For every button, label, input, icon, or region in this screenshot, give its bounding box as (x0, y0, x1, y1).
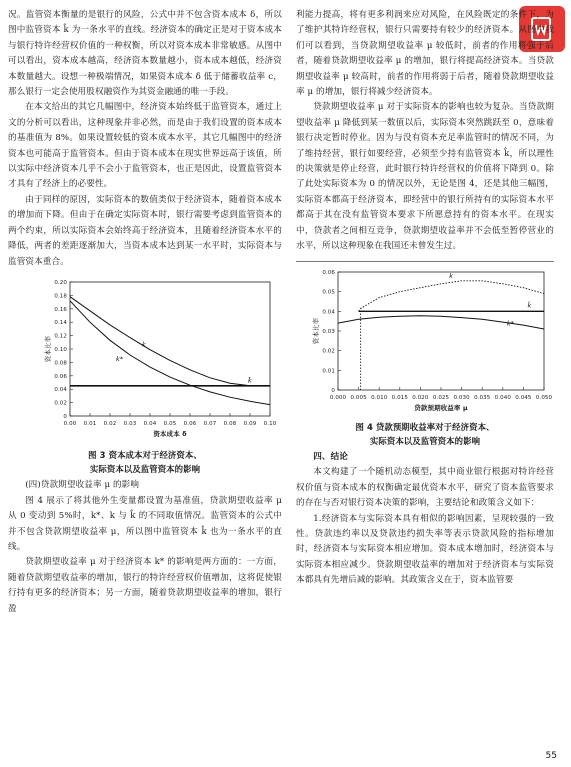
figure-3 (8, 274, 282, 476)
x-tick-label: 0.08 (223, 420, 237, 427)
paragraph: 由于同样的原因，实际资本的数值类似于经济资本，随着资本成本的增加而下降。但由于在确定实际资本时，银行需要考虑到监管资本的两个约束，所以实际资本会始终高于经济资本，且随着经济资本水平的降低，两者的差距逐渐加大，当资本成本达到某一水平时，实际资本与监管资本重合。 (8, 194, 282, 267)
x-tick-label: 0.09 (243, 420, 257, 427)
y-tick-label: 0.06 (54, 373, 67, 380)
y-tick-label: 0.03 (322, 328, 335, 335)
series-line-2 (70, 301, 270, 405)
section-heading: 四、结论 (313, 451, 348, 462)
x-tick-label: 0.025 (432, 394, 450, 401)
x-tick-label: 0.06 (183, 420, 197, 427)
x-tick-label: 0.00 (63, 420, 77, 427)
page-number: 55 (545, 751, 557, 761)
plot-frame (338, 272, 544, 390)
x-tick-label: 0.040 (494, 394, 511, 401)
series-label: k̂ (527, 300, 532, 309)
paragraph: 利能力提高，将有更多利润来应对风险，在风险既定的条件下，为了维护其特许经营权，银行只需要持有较少的经济资本。从图中我们可以看到，当贷款期望收益率 μ 较低时，前者的作用将强于后者，随着贷款期望收益率 μ 的增加，银行将提高经济资本。当贷款期望收益率 μ 较高时，前者的作用将弱于后者，随着贷款期望收益率 μ 的增加，银行将减少经济资本。 (296, 10, 554, 98)
paragraph: 况。监管资本衡量的是银行的风险，公式中并不包含资本成本 δ，所以图中监管资本 k̂ 为一条水平的直线。经济资本的确定正是对于资本成本与银行特许经营权价值的一种权衡，所以对资本成本非常敏感。从图中可以看出，资本成本越高，经济资本数量越小，资本成本越低，经济资本数量越大。设想一种极端情况，如果资本成本 δ 低于储蓄收益率 c，那么银行一定会使用股权融资作为其资金融通的唯一手段。 (8, 10, 282, 98)
x-tick-label: 0.030 (453, 394, 470, 401)
x-tick-label: 0.010 (371, 394, 388, 401)
left-column (8, 8, 282, 617)
x-tick-label: 0.020 (412, 394, 429, 401)
y-axis-label: 资本比率 (312, 317, 320, 344)
x-axis-label: 贷款预期收益率 μ (414, 403, 468, 412)
x-tick-label: 0.02 (103, 420, 117, 427)
y-tick-label: 0.18 (54, 293, 67, 300)
series-line-1 (359, 280, 544, 311)
x-tick-label: 0.04 (143, 420, 157, 427)
paragraph: 1.经济资本与实际资本具有相似的影响因素，呈现较强的一致性。贷款违约率以及贷款违约损失率等表示贷款风险的指标增加时，经济资本与实际资本相应增加。资本成本增加时，经济资本与实际资本相应减少。贷款期望收益率的增加对于经济资本与实际资本都具有先增后减的影响。其政策含义在于，资本监管要 (296, 513, 554, 586)
x-tick-label: 0.03 (123, 420, 137, 427)
chart-fig4 (296, 266, 554, 414)
y-tick-label: 0.16 (54, 306, 67, 313)
y-axis-label: 资本比率 (44, 335, 52, 363)
y-tick-label: 0.02 (54, 400, 67, 407)
paragraph: 图 4 展示了将其他外生变量都设置为基准值，贷款期望收益率 μ 从 0 变动到 5%时，k*、k 与 k̂ 的不同取值情况。监管资本的公式中并不包含贷款期望收益率 μ，所以图中监管资本 k̂ 也为一条水平的直线。 (8, 495, 282, 552)
x-tick-label: 0.045 (515, 394, 532, 401)
y-tick-label: 0 (63, 413, 67, 420)
figure-4-caption-line1: 图 4 贷款预期收益率对于经济资本、 (355, 421, 495, 432)
x-tick-label: 0.01 (83, 420, 97, 427)
plot-frame (70, 282, 270, 416)
x-tick-label: 0.015 (391, 394, 408, 401)
series-label: k* (506, 318, 515, 327)
y-tick-label: 0.04 (322, 308, 335, 315)
right-column (296, 8, 554, 589)
y-tick-label: 0 (331, 387, 335, 394)
x-tick-label: 0.035 (474, 394, 491, 401)
y-tick-label: 0.04 (54, 387, 67, 394)
x-axis-label: 资本成本 δ (153, 429, 187, 438)
x-tick-label: 0.000 (329, 394, 347, 401)
series-label: k (142, 340, 146, 349)
subsection-heading: (四)贷款期望收益率 μ 的影响 (25, 480, 140, 491)
divider (296, 261, 554, 262)
figure-3-caption-line2: 实际资本以及监管资本的影响 (89, 464, 201, 475)
y-tick-label: 0.02 (322, 348, 335, 355)
figure-4-caption-line2: 实际资本以及监管资本的影响 (369, 435, 481, 446)
y-tick-label: 0.06 (322, 269, 335, 276)
paragraph: 本文构建了一个随机动态模型，其中商业银行根据对特许经营权价值与资本成本的权衡确定最优资本水平，研究了资本监管要求的存在与否对银行资本决策的影响，主要结论和政策含义如下： (296, 467, 554, 509)
paragraph: 贷款期望收益率 μ 对于经济资本 k* 的影响是两方面的：一方面，随着贷款期望收益率的增加，银行的特许经营权价值增加，这将促使银行持有更多的经济资本；另一方面，随着贷款期望收益率的增加，银行盈 (8, 557, 282, 614)
y-tick-label: 0.20 (54, 279, 67, 286)
series-label: k* (116, 354, 124, 363)
y-tick-label: 0.14 (54, 320, 67, 327)
paragraph: 贷款期望收益率 μ 对于实际资本的影响也较为复杂。当贷款期望收益率 μ 降低到某一数值以后，实际资本突然跳跃至 0，意味着银行决定暂时停业。因为与没有资本充足率监管时的情况不同，为了维持经营，银行如要经营，必须至少持有监管资本 k̂，所以理性的决策就是停止经营，此时银行特许经营权的价值将下降到 0。除了此处实际资本为 0 的情况以外，无论是图 4，还是其他三幅图，实际资本都高于经济资本，即经营中的银行所持有的实际资本水平都高于其在没有监管资本要求下所愿意持有的资本水平。在现实中，贷款者之间相互竞争，贷款期望收益率并不会低至暂停营业的水平，所以这种现象在我国还未曾发生过。 (296, 102, 554, 252)
x-tick-label: 0.10 (263, 420, 277, 427)
figure-3-caption-line1: 图 3 资本成本对于经济资本、 (88, 450, 202, 461)
paragraph: 在本文给出的其它几幅图中，经济资本始终低于监管资本，通过上文的分析可以看出，这种现象并非必然，而是由于我们设置的资本成本的基准值为 8%。如果设置较低的资本成本水平，其它几幅图中的经济资本也可能高于监管资本。但由于资本成本在现实世界远高于该值，所以实际中经济资本几乎不会小于监管资本，也正是因此，设置监管资本才具有了经济上的必要性。 (8, 102, 282, 190)
y-tick-label: 0.01 (322, 367, 335, 374)
y-tick-label: 0.05 (322, 289, 335, 296)
figure-4 (296, 266, 554, 448)
y-tick-label: 0.10 (54, 346, 67, 353)
x-tick-label: 0.05 (163, 420, 177, 427)
chart-fig3 (8, 274, 282, 442)
series-label: k̂ (248, 376, 252, 385)
x-tick-label: 0.005 (350, 394, 367, 401)
series-label: k (449, 271, 454, 280)
x-tick-label: 0.07 (203, 420, 217, 427)
y-tick-label: 0.08 (54, 360, 67, 367)
x-tick-label: 0.050 (535, 394, 553, 401)
series-line-1 (70, 297, 270, 386)
y-tick-label: 0.12 (54, 333, 67, 340)
